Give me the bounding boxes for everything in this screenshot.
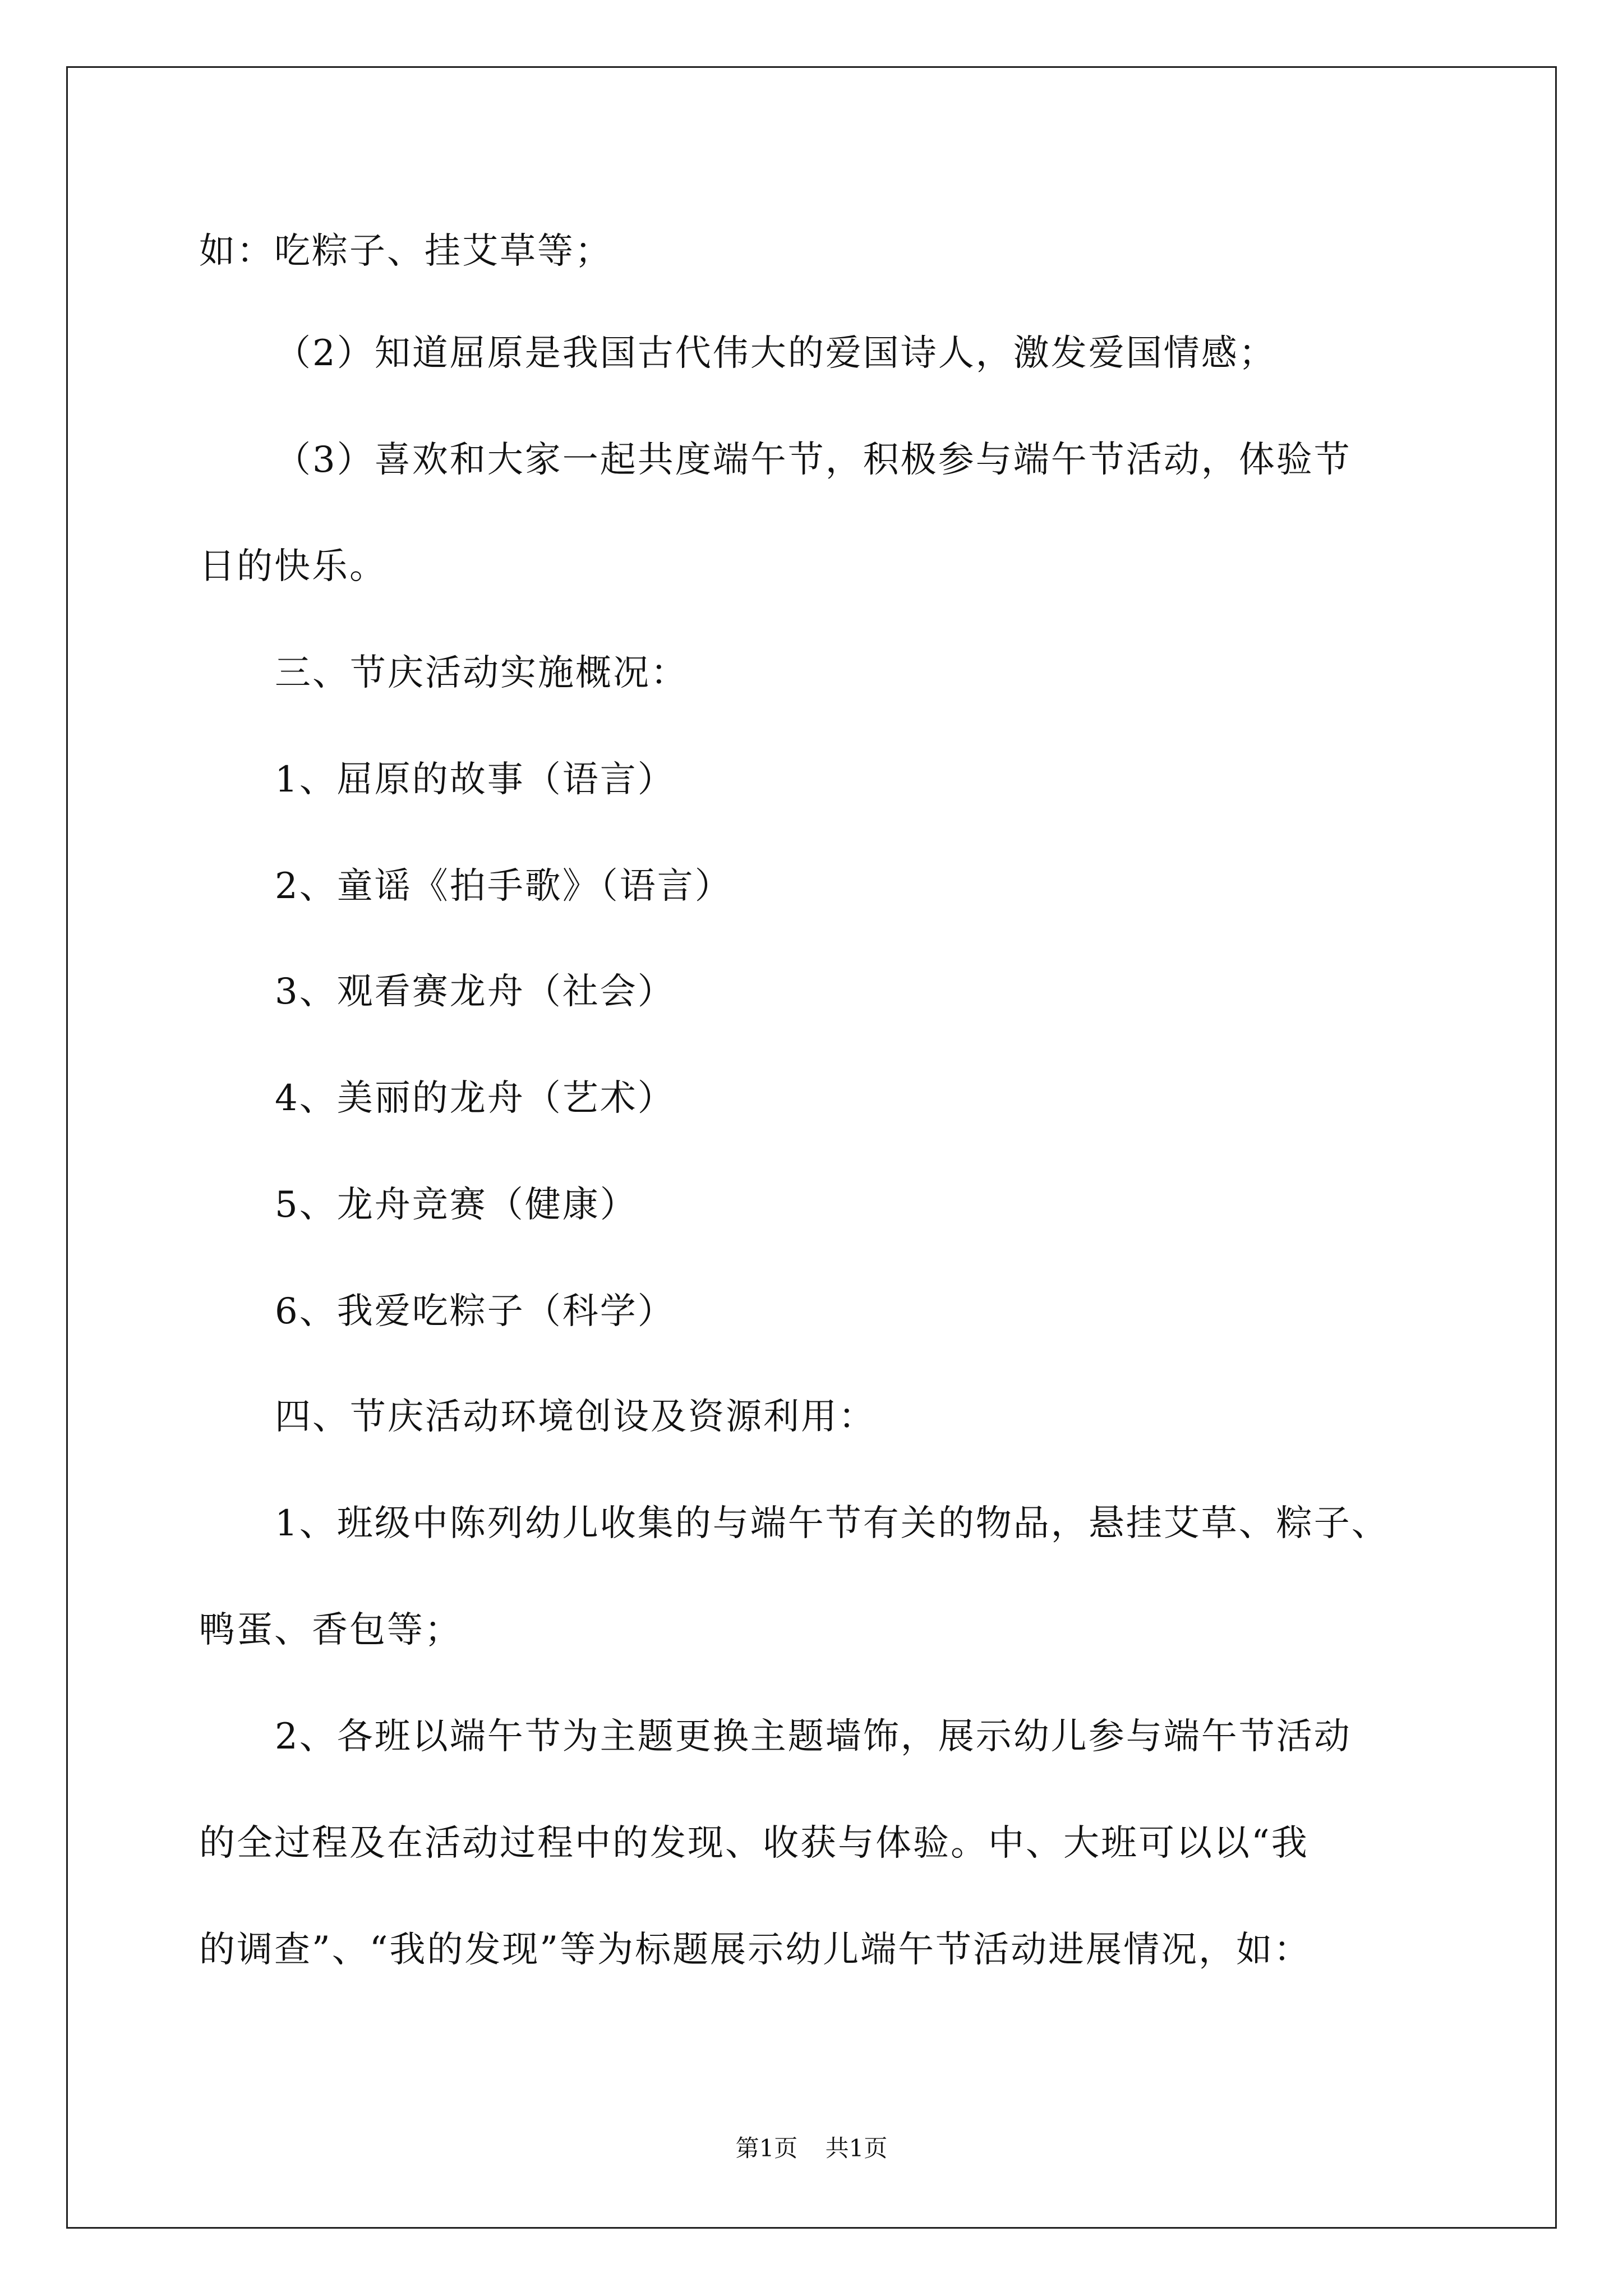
text-line: 的全过程及在活动过程中的发现、收获与体验。中、大班可以以“我 xyxy=(199,1823,1309,1864)
list-item: 4、美丽的龙舟（艺术） xyxy=(275,1078,675,1119)
page-footer xyxy=(0,2134,1623,2162)
section-heading: 三、节庆活动实施概况： xyxy=(275,652,688,694)
text-line: 1、班级中陈列幼儿收集的与端午节有关的物品，悬挂艾草、粽子、 xyxy=(275,1503,1389,1544)
section-heading: 四、节庆活动环境创设及资源利用： xyxy=(275,1396,876,1438)
page-border xyxy=(66,66,1557,2229)
list-item: 5、龙舟竞赛（健康） xyxy=(275,1184,638,1226)
text-line: （3）喜欢和大家一起共度端午节，积极参与端午节活动，体验节 xyxy=(275,439,1352,481)
text-line: 日的快乐。 xyxy=(199,546,387,587)
page-number: 第1页 xyxy=(735,2134,798,2162)
list-item: 1、屈原的故事（语言） xyxy=(275,759,675,800)
text-line: 2、各班以端午节为主题更换主题墙饰，展示幼儿参与端午节活动 xyxy=(275,1716,1352,1757)
text-line: （2）知道屈原是我国古代伟大的爱国诗人，激发爱国情感； xyxy=(275,333,1276,374)
list-item: 3、观看赛龙舟（社会） xyxy=(275,971,675,1013)
text-line: 如：吃粽子、挂艾草等； xyxy=(199,231,612,272)
page-total: 共1页 xyxy=(825,2134,888,2162)
text-line: 鸭蛋、香包等； xyxy=(199,1609,462,1651)
list-item: 6、我爱吃粽子（科学） xyxy=(275,1291,675,1332)
text-line: 的调查”、“我的发现”等为标题展示幼儿端午节活动进展情况，如： xyxy=(199,1929,1312,1971)
list-item: 2、童谣《拍手歌》（语言） xyxy=(275,866,732,907)
